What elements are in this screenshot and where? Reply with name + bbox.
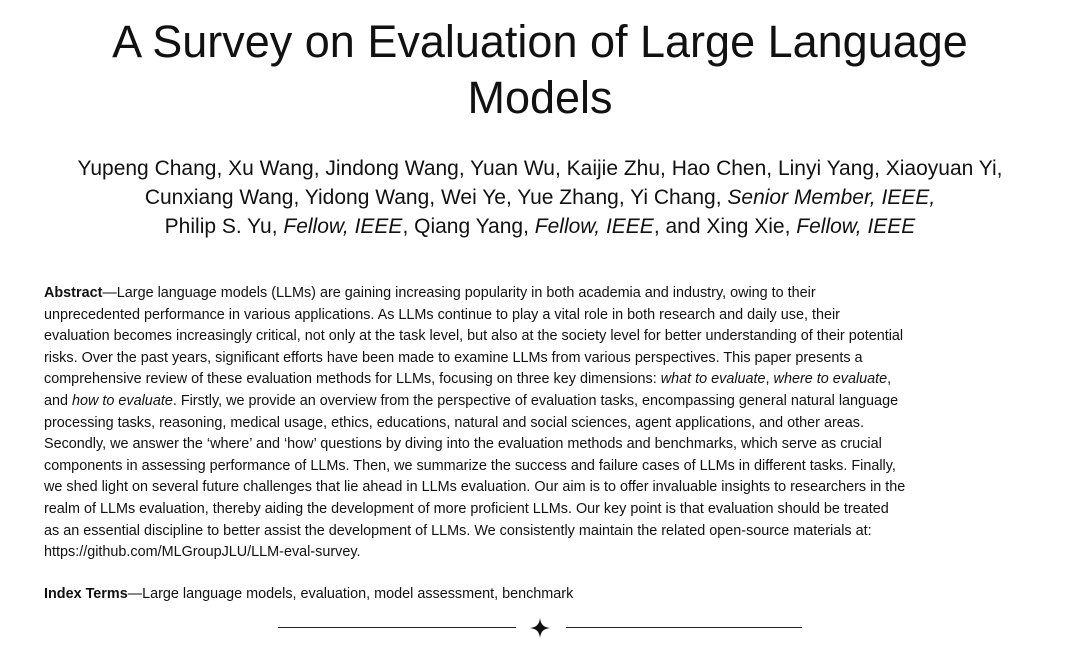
author-names: Cunxiang Wang, Yidong Wang, Wei Ye, Yue Zhang, Yi Chang, — [144, 186, 728, 209]
paper-title-line-1: A Survey on Evaluation of Large Language — [112, 16, 968, 67]
abstract-text: —Large language models (LLMs) are gaining increasing popularity in both academia and industry, owing to their — [102, 285, 816, 301]
abstract-line: realm of LLMs evaluation, thereby aiding the development of more proficient LLMs. Our key point is that evaluation should be treated — [44, 500, 889, 517]
author-affiliation: Senior Member, IEEE, — [727, 186, 936, 209]
abstract-heading: Abstract — [44, 285, 103, 301]
author-line-3 — [0, 212, 1080, 241]
author-list — [0, 154, 1080, 241]
abstract-line — [44, 369, 1044, 391]
author-names: , and Xing Xie, — [653, 215, 797, 238]
index-terms — [44, 584, 573, 605]
divider-rule-left — [278, 627, 516, 628]
index-terms-heading: Index Terms — [44, 586, 128, 602]
abstract-text: comprehensive review of these evaluation methods for LLMs, focusing on three key dimensions: — [44, 371, 661, 388]
abstract-repo-link[interactable]: https://github.com/MLGroupJLU/LLM-eval-survey. — [44, 544, 361, 561]
paper-title-line-2: Models — [467, 72, 613, 123]
abstract-line: we shed light on several future challenges that lie ahead in LLMs evaluation. Our aim is to offer invaluable insights to researchers in the — [44, 479, 906, 496]
paper-title — [0, 14, 1080, 126]
abstract-line — [44, 283, 1044, 305]
abstract-line: unprecedented performance in various applications. As LLMs continue to play a vital role in both research and daily use, their — [44, 306, 840, 323]
section-divider — [278, 617, 802, 639]
author-names: , Qiang Yang, — [402, 215, 535, 238]
index-terms-text: —Large language models, evaluation, model assessment, benchmark — [127, 586, 574, 602]
abstract-line: risks. Over the past years, significant efforts have been made to examine LLMs from various perspectives. This paper presents a — [44, 349, 863, 366]
abstract-emphasis: how to evaluate — [72, 392, 173, 409]
abstract-text: , — [887, 371, 892, 388]
author-affiliation: Fellow, IEEE — [283, 215, 403, 238]
author-affiliation: Fellow, IEEE — [796, 215, 916, 238]
abstract-text: , — [765, 371, 774, 388]
divider-rule-right — [566, 627, 802, 628]
author-line-1: Yupeng Chang, Xu Wang, Jindong Wang, Yuan Wu, Kaijie Zhu, Hao Chen, Linyi Yang, Xiaoyuan Yi, — [77, 157, 1003, 180]
abstract-emphasis: where to evaluate — [773, 371, 888, 388]
author-line-2 — [0, 183, 1080, 212]
abstract-text: and — [44, 392, 73, 409]
four-point-star-icon — [530, 618, 550, 638]
abstract-line: evaluation becomes increasingly critical, not only at the task level, but also at the society level for better understanding of their potential — [44, 328, 904, 345]
abstract-emphasis: what to evaluate — [660, 371, 766, 388]
abstract-line: components in assessing performance of LLMs. Then, we summarize the success and failure cases of LLMs in different tasks. Finally, — [44, 457, 896, 474]
abstract-line — [44, 391, 1044, 413]
abstract-line: processing tasks, reasoning, medical usage, ethics, educations, natural and social sciences, agent applications, and other areas. — [44, 414, 864, 431]
abstract-line: Secondly, we answer the ‘where’ and ‘how’ questions by diving into the evaluation methods and benchmarks, which serve as crucial — [44, 436, 882, 453]
abstract-text: . Firstly, we provide an overview from the perspective of evaluation tasks, encompassing general natural language — [172, 392, 899, 409]
abstract-line: as an essential discipline to better assist the development of LLMs. We consistently maintain the related open-source materials at: — [44, 522, 872, 539]
author-affiliation: Fellow, IEEE — [534, 215, 654, 238]
author-names: Philip S. Yu, — [164, 215, 284, 238]
abstract — [44, 283, 1044, 564]
